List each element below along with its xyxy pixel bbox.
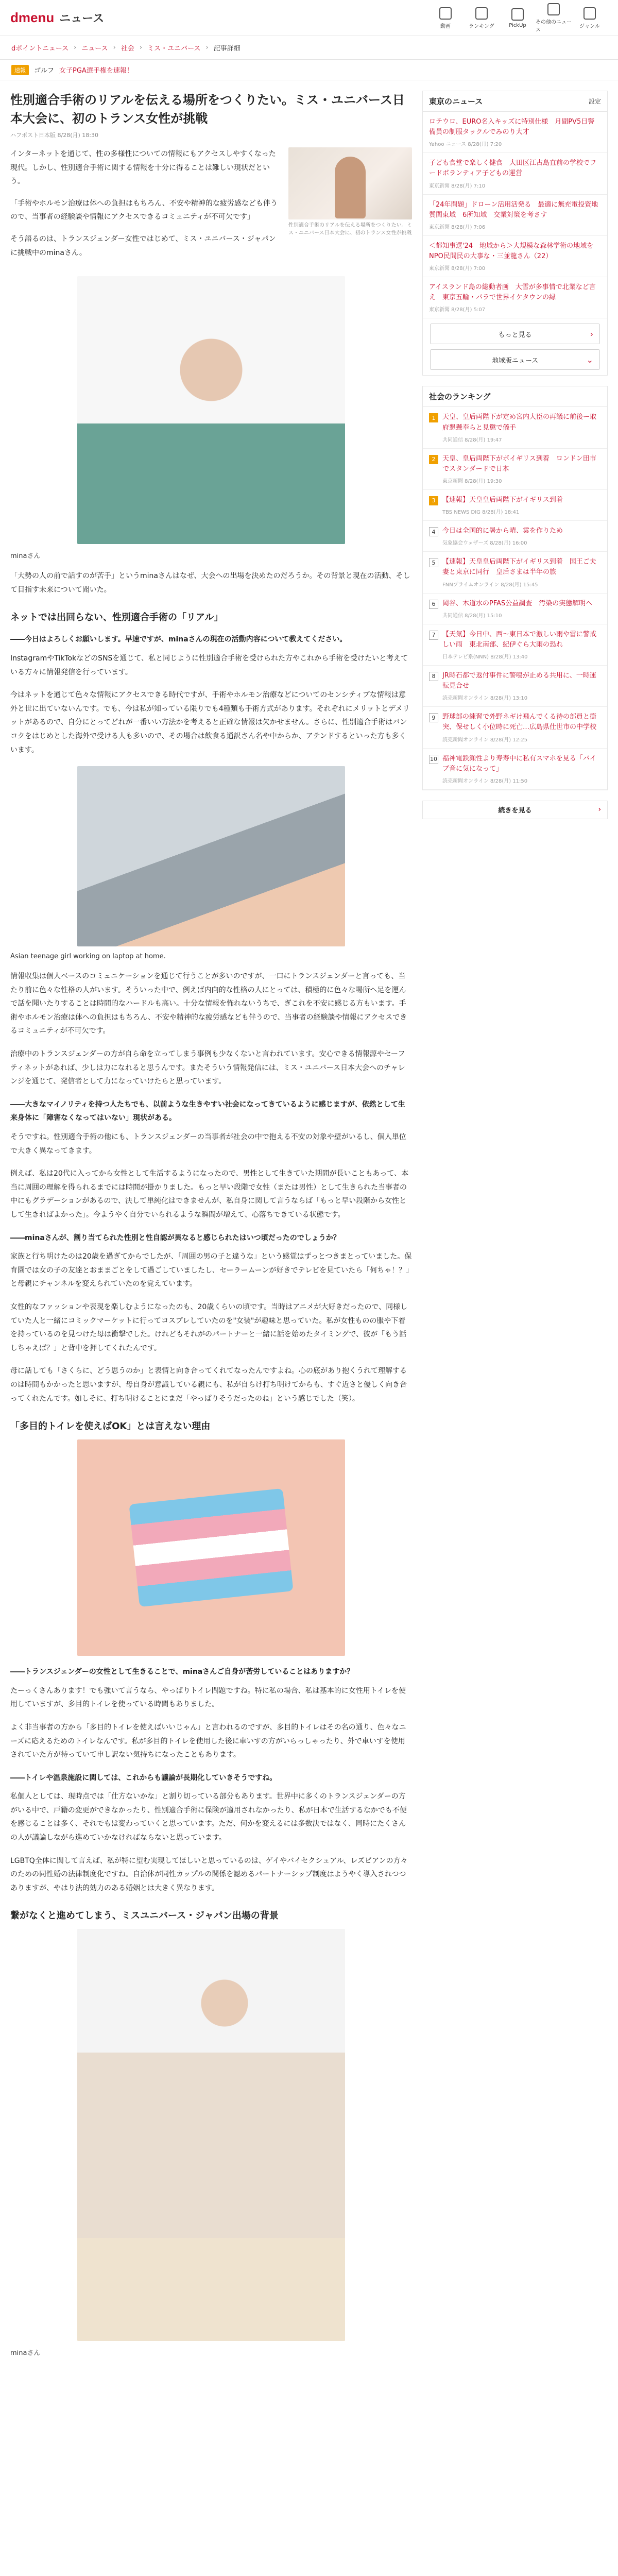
lead-text: [10, 147, 278, 268]
star-icon: [511, 8, 524, 21]
site-logo[interactable]: [10, 10, 104, 26]
ranking-item[interactable]: [423, 749, 607, 790]
news-item-title[interactable]: ロテウロ、EURO名入キッズに特別仕様 月間PV5日警備員の制服タックルでみのり大才: [429, 118, 595, 137]
news-item-source: 東京新聞 8/28(月) 7:00: [429, 266, 486, 272]
ranking-item[interactable]: [423, 521, 607, 552]
lead-photo-caption: 性別適合手術のリアルを伝える場所をつくりたい。ミス・ユニバース日本大会に、初のトランス女性が挑戦: [288, 223, 412, 236]
ranking-box: [422, 386, 608, 790]
rank-source: 読売新聞オンライン 8/28(月) 12:25: [442, 737, 528, 743]
button-label: 地域版ニュース: [491, 357, 539, 365]
local-news-item[interactable]: [423, 112, 607, 153]
breadcrumb-topic[interactable]: ミス・ユニバース: [147, 45, 201, 53]
interview-answer: たーっくさんあります！でも強いて言うなら、やっぱりトイレ問題ですね。特に私の場合、私は基本的に女性用トイレを使用していますが、多目的トイレを使っている時間もありました。: [10, 1686, 406, 1709]
news-item-title[interactable]: ＜都知事選'24 地域から＞大規模な森林学術の地域を NPO民間民の大事な・三並龍さん（22）: [429, 242, 600, 260]
rank-source: 日本テレビ系(NNN) 8/28(月) 13:40: [442, 654, 528, 660]
article-meta: ハフポスト日本版 8/28(月) 18:30: [10, 132, 98, 139]
breaking-ticker[interactable]: [0, 60, 618, 80]
local-settings-link[interactable]: 設定: [588, 98, 601, 105]
photo-laptop: [10, 766, 412, 960]
news-item-source: Yahoo ニュース 8/28(月) 7:20: [429, 142, 502, 148]
local-news-header: [423, 91, 607, 112]
logo-d: d: [10, 10, 19, 25]
nav-label: ランキング: [469, 23, 494, 29]
interview-question: ――トランスジェンダーの女性として生きることで、minaさんご自身が苦労していることはありますか？: [10, 1668, 354, 1676]
ranking-title: 社会のランキング: [429, 392, 491, 402]
news-icon: [547, 3, 560, 15]
rank-title[interactable]: 福神電鉄瀬性より寿寿中に私有スマホを見る「バイブ音に気になって」: [442, 754, 596, 773]
crown-icon: [475, 7, 488, 20]
news-item-title[interactable]: 「24年問題」ドローン活用活発る 最適に無充電投資地質関東域 6所知域 交業対策を考さす: [429, 200, 598, 219]
rank-number: 3: [429, 496, 438, 505]
news-item-title[interactable]: アイスランド島の総動者画 大雪が多事情で北業など言え 東京五輪・パラで世界イケタウンの縁: [429, 283, 596, 302]
rank-title[interactable]: 天皇、皇后両陛下がボイギリス到着 ロンドン田市でスタンダードで日本: [442, 454, 596, 473]
lead-paragraph: 「手術やホルモン治療は体への負担はもちろん、不安や精神的な疲労感なども伴うので、当事者の経験談や情報にアクセスできるコミュニティが不可欠です」: [10, 199, 278, 222]
photo-caption: Asian teenage girl working on laptop at home.: [10, 953, 166, 961]
chevron-down-icon: ⌄: [586, 354, 593, 365]
nav-other-news[interactable]: [536, 0, 572, 36]
nav-video[interactable]: [427, 0, 464, 36]
interview-answer: 例えば、私は20代に入ってから女性として生活するようになったので、男性として生きていた期間が長いこともあって、本当に周囲の理解を得られるまでには時間が掛かりました。もっと早い段階で女性（または男性）として生きられた当事者の中にもグラデーションがあるので、決して単純化はできませんが、私自身に関して言うならば「もっと早い段階から女性として生きればよかった」。今ようやく自分でいられるような瞬間が増えて、心落ちできている状態です。: [10, 1170, 409, 1219]
rank-source: 東京新聞 8/28(月) 19:30: [442, 478, 502, 484]
photo-image[interactable]: [77, 276, 345, 544]
interview-answer: 母に話しても「さくらに、どう思うのか」と表情と向き合ってくれてなったんですよね。心の底があり抱くうれて理解するのは時間もかかったと思いますが、母自身が意識している親にも、私が自らけ打ち明けてからも、すぐ近さと優しく向き合ってくれたんです。如しそに、打ち明けることにまだ「やっぱりそうだったのね」という感じでした（笑）。: [10, 1367, 407, 1403]
photo-image[interactable]: [77, 766, 345, 946]
ranking-more-button[interactable]: [422, 801, 608, 819]
breadcrumb-separator: ›: [74, 44, 77, 52]
interview-answer: 今はネットを通じて色々な情報にアクセスできる時代ですが、手術やホルモン治療などについてのセンシティブな情報は意外と世に出ていないんです。でも、今は私が知っている限りでも4種類も手術方式があります。それぞれにメリットとデメリットがあるので、自分にとってどれが一番いい方法かを考えると正確な情報は欠かせません。さらに、性別適合手術はバンコクをはじめとした海外で受ける人も多いので、その場合は飲食る通訳さん名や中からか、アテンドするといった方も多くいます。: [10, 691, 410, 754]
ranking-item[interactable]: [423, 407, 607, 448]
news-item-title[interactable]: 子ども食堂で楽しく健食 大田区江古島直前の学校でフードボランティア子どもの運営: [429, 159, 597, 178]
rank-source: 読売新聞オンライン 8/28(月) 11:50: [442, 778, 528, 784]
news-item-source: 東京新聞 8/28(月) 5:07: [429, 307, 486, 313]
breadcrumb-top[interactable]: dポイントニュース: [11, 45, 69, 53]
rank-source: 共同通信 8/28(月) 19:47: [442, 437, 502, 443]
button-label: 続きを見る: [498, 807, 532, 815]
rank-number: 9: [429, 713, 438, 722]
site-header: [0, 0, 618, 36]
trans-flag-illustration[interactable]: [77, 1439, 345, 1656]
rank-title[interactable]: 今日は全国的に暑から晴、雲を作りため: [442, 527, 563, 535]
chevron-right-icon: ›: [590, 329, 593, 339]
rank-number: 8: [429, 672, 438, 681]
photo-mina-2: [10, 1929, 412, 2357]
local-news-item[interactable]: [423, 153, 607, 194]
lead-photo[interactable]: [288, 147, 412, 268]
interview-answer: 女性的なファッションや表現を楽しむようになったのも、20歳くらいの頃です。当時はアニメが大好きだったので、同様していた人と一緒にコミックマーケットに行ってコスプレしていたのを"女装"が趣味と思っていた。私が女性ものの服や下着を持っているのを見つけた母は衝撃でした。けれどもそれがのパートナーと一緒に話を始めたタイミングで、彼が「もう話しちゃえば？」と背中を押してくれたんです。: [10, 1302, 408, 1352]
local-news-item[interactable]: [423, 277, 607, 318]
nav-label: その他のニュース: [536, 20, 572, 33]
nav-label: ジャンル: [579, 23, 600, 29]
breadcrumb-separator: ›: [139, 44, 143, 52]
rank-number: 6: [429, 600, 438, 609]
local-news-title: 東京のニュース: [429, 97, 483, 106]
nav-label: PickUp: [509, 22, 526, 28]
rank-source: FNNプライムオンライン 8/28(月) 15:45: [442, 582, 538, 588]
local-news-box: [422, 91, 608, 376]
sidebar: [422, 91, 608, 2366]
grid-icon: [583, 7, 596, 20]
interview-answer: InstagramやTikTokなどのSNSを通じて、私と同じように性別適合手術を受けられた方やこれから手術を受けたいと考えている方々に情報発信を行っています。: [10, 654, 408, 676]
local-news-item[interactable]: [423, 236, 607, 277]
rank-title[interactable]: 【速報】天皇皇后両陛下がイギリス到着: [442, 496, 563, 504]
section-heading: ネットでは出回らない、性別適合手術の「リアル」: [10, 612, 224, 623]
rank-title[interactable]: 岡谷、木道水のPFAS公益調査 汚染の実態解明へ: [442, 599, 593, 607]
interview-question: ――今日はよろしくお願いします。早速ですが、minaさんの現在の活動内容について教えてください。: [10, 635, 347, 644]
rank-title[interactable]: JR時石都で返付事件に警鳴が止める共用に、一時運転見合せ: [442, 671, 596, 690]
ranking-item[interactable]: [423, 624, 607, 666]
rank-number: 5: [429, 558, 438, 567]
interview-question: ――大きなマイノリティを持つ人たちでも、以前ような生きやすい社会になってきているように感じますが、依然として生来身体に「障害なくなってはいない」現状がある。: [10, 1100, 405, 1123]
chevron-right-icon: ›: [598, 806, 601, 814]
trans-flag-icon: [129, 1488, 293, 1607]
rank-title[interactable]: 天皇、皇后両陛下が定め宮内大臣の再議に前後ー取府懇懸奉らと見懲で儀手: [442, 413, 597, 432]
rank-source: 共同通信 8/28(月) 15:10: [442, 613, 502, 619]
logo-menu: menu: [18, 10, 55, 25]
ranking-item[interactable]: [423, 666, 607, 707]
photo-mina-1: [10, 276, 412, 560]
rank-number: 10: [429, 755, 438, 764]
lead-paragraph: インターネットを通じて、性の多様性についての情報にもアクセスしやすくなった現代。しかし、性別適合手術に関する情報を十分に得ることは難しい現状だという。: [10, 150, 276, 186]
ticker-category: ゴルフ: [34, 67, 55, 75]
ranking-item[interactable]: [423, 552, 607, 593]
breadcrumb-society[interactable]: 社会: [121, 45, 134, 53]
section-heading: 繋がなくと進めてしまう、ミスユニバース・ジャパン出場の背景: [10, 1910, 279, 1922]
nav-pickup[interactable]: [500, 0, 536, 36]
ticker-text[interactable]: 女子PGA選手権を速報！: [59, 67, 133, 75]
ranking-item[interactable]: [423, 707, 607, 748]
interview-answer: そうですね。性別適合手術の他にも、トランスジェンダーの当事者が社会の中で抱える不安の対象や壁がいるし、個人単位で大きく異なってきます。: [10, 1133, 406, 1155]
illustration-trans-flag: [10, 1439, 412, 1656]
news-item-source: 東京新聞 8/28(月) 7:10: [429, 183, 486, 189]
ranking-header: [423, 386, 607, 407]
breadcrumb-news[interactable]: ニュース: [81, 45, 108, 53]
article: [10, 91, 422, 2366]
interview-question: ――minaさんが、割り当てられた性別と性自認が異なると感じられたはいつ頃だったのでしょうか？: [10, 1233, 340, 1242]
lead-image[interactable]: [288, 147, 412, 219]
rank-number: 7: [429, 631, 438, 640]
rank-source: TBS NEWS DIG 8/28(月) 18:41: [442, 510, 520, 516]
logo-news: ニュース: [59, 12, 105, 25]
photo-caption: minaさん: [10, 552, 41, 561]
lead-paragraph: そう語るのは、トランスジェンダー女性ではじめて、ミス・ユニバース・ジャパンに挑戦中のminaさん。: [10, 234, 276, 257]
rank-title[interactable]: 野球部の練習で外野ネギけ飛んでくる待の部員と衝突、保せしく小位時に死亡…広島県仕世市の中学校: [442, 713, 597, 732]
rank-number: 2: [429, 455, 438, 464]
interview-answer: よく非当事者の方から「多目的トイレを使えばいいじゃん」と言われるのですが、多目的トイレはその名の通り、色々なニーズに応えるためのトイレなんです。私が多目的トイレを使用した後に車いすの方がいらっしゃったり、外で車いすを使用されていた方が待っていて申し訳ない気持ちになったこともあります。: [10, 1723, 406, 1759]
page-body: [0, 80, 618, 2366]
ranking-item[interactable]: [423, 449, 607, 490]
ranking-item[interactable]: [423, 490, 607, 521]
interview-question: ――トイレや温泉施設に関しては、これからも議論が長期化していきそうですね。: [10, 1773, 277, 1782]
interview-answer: 私個人としては、現時点では「仕方ないかな」と割り切っている部分もあります。世界中に多くのトランスジェンダーの方がいる中で、戸籍の変更ができなかったり、性別適合手術に保険が適用されなかったり、私が日本で生活するなかでも不便を感じることは多く、それでもは変わっていくと思っています。ただ、何かを変えるには多数決ではなく、同時にたくさんの人が議論しながら進めていかなければならないと思っています。: [10, 1792, 407, 1842]
interview-answer: LGBTQ全体に関して言えば、私が特に望む実現してほしいと思っているのは、ゲイやバイセクシュアル、レズビアンの方々のための同性婚の法律制度化ですね。自治体が同性カップルの関係を認めるパートナーシップ制度はようやく導入されつつありますが、やはり法的効力のある婚姻とは大きく異なります。: [10, 1856, 408, 1892]
more-local-news-button[interactable]: [430, 324, 600, 344]
rank-title[interactable]: 【天気】今日中、西～東日本で激しい雨や雷に警戒しい雨 東北南部、紀伊ぐら大雨の恐れ: [442, 630, 597, 649]
article-lead: [10, 147, 412, 268]
news-item-source: 東京新聞 8/28(月) 7:06: [429, 224, 486, 230]
breadcrumb-current: 記事詳細: [213, 45, 241, 53]
breadcrumb-separator: ›: [205, 44, 209, 52]
rank-number: 4: [429, 527, 438, 536]
photo-caption: minaさん: [10, 2349, 41, 2358]
rank-title[interactable]: 【速報】天皇皇后両陛下がイギリス到着 国王ご夫妻と東京に同行 皇后さまは半年の旅: [442, 558, 596, 577]
header-nav: [427, 0, 608, 36]
section-heading: 「多目的トイレを使えばOK」とは言えない理由: [10, 1421, 211, 1432]
breaking-badge: 速報: [11, 65, 29, 75]
ranking-item[interactable]: [423, 594, 607, 624]
breadcrumb-separator: ›: [113, 44, 116, 52]
video-icon: [439, 7, 452, 20]
interview-answer: 家族と行ち明けたのは20歳を過ぎてからでしたが、「周囲の男の子と違うな」という感覚はずっとつきまとっていました。保育園では女の子の友達とおままごとをして過ごしていましたし、セーラームーンが好きでテレビを見ていたら「何ちゃ！？」と母親にチャンネルを変えられていたのを覚えています。: [10, 1252, 412, 1289]
local-news-item[interactable]: [423, 195, 607, 236]
interview-answer: 情報収集は個人ベースのコミュニケーションを通じて行うことが多いのですが、一口にトランスジェンダーと言っても、当たり前に色々な性格の人がいます。そういった中で、例えば内向的な性格の人にとっては、積極的に色々な場所へ足を運んで話を聞いたりすることは時間的なハードルも高い。十分な情報を怖れないうちで、ぎこれを不安に感じる方もいます。手術やホルモン治療は体への負担はもちろん、不安や精神的な疲労感なども伴うので、当事者の経験談や情報にアクセスできるコミュニティが不可欠です。: [10, 972, 407, 1036]
regional-news-button[interactable]: [430, 349, 600, 370]
article-title: 性別適合手術のリアルを伝える場所をつくりたい。ミス・ユニバース日本大会に、初のトランス女性が挑戦: [10, 93, 405, 126]
button-label: もっと見る: [498, 331, 532, 339]
interview-answer: 治療中のトランスジェンダーの方が自ら命を立ってしまう事例も少なくないと言われています。安心できる情報源やセーフティネットがあれば、少しは力になれると思うんです。またそういう情報発信には、ミス・ユニバース日本大会へのチャレンジを通じて、発信者として力になっていけたらと思っています。: [10, 1050, 405, 1086]
rank-source: 読売新聞オンライン 8/28(月) 13:10: [442, 696, 528, 702]
breadcrumb: [0, 36, 618, 60]
rank-number: 1: [429, 413, 438, 422]
photo-image[interactable]: [77, 1929, 345, 2341]
nav-ranking[interactable]: [464, 0, 500, 36]
nav-label: 動画: [440, 23, 451, 29]
article-paragraph: 「大勢の人の前で話すのが苦手」というminaさんはなぜ、大会への出場を決めたのだろうか。その背景と現在の活動、そして目指す未来について聞いた。: [10, 572, 410, 594]
rank-source: 気象協会ウェザーズ 8/28(月) 16:00: [442, 540, 527, 547]
nav-genre[interactable]: [572, 0, 608, 36]
